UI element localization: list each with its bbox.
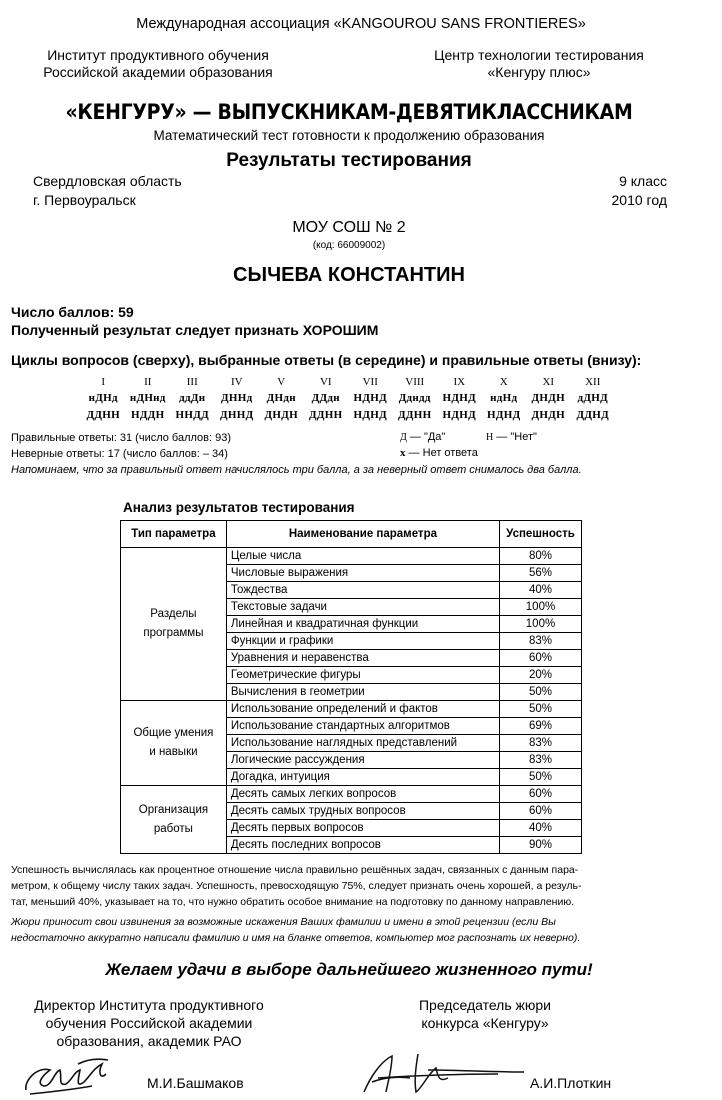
- parameter-success: 60%: [500, 650, 582, 667]
- group-cell-organization: [121, 786, 227, 854]
- parameter-name: Текстовые задачи: [226, 599, 499, 616]
- legend-no-text: — "Нет": [496, 431, 537, 443]
- parameter-name: Логические рассуждения: [226, 752, 499, 769]
- parameter-name: Десять самых трудных вопросов: [226, 803, 499, 820]
- parameter-success: 60%: [500, 786, 582, 803]
- left-signatory-line: образования, академик РАО: [56, 1033, 242, 1049]
- parameter-success: 50%: [500, 701, 582, 718]
- group-cell-program: [121, 548, 227, 701]
- correct-answer: ДДНН: [398, 409, 432, 421]
- correct-answer: ДДНН: [309, 409, 343, 421]
- cycle-label: X: [499, 376, 508, 388]
- parameter-name: Догадка, интуиция: [226, 769, 499, 786]
- cycle-label: V: [277, 376, 286, 388]
- analysis-table: [120, 520, 582, 854]
- chosen-answer: дДНД: [577, 392, 608, 404]
- legend-none: [400, 447, 478, 459]
- correct-answer: НДНД: [353, 409, 387, 421]
- group-label-line2: и навыки: [149, 746, 198, 758]
- closing-wish: Желаем удачи в выборе дальнейшего жизненного пути!: [105, 960, 593, 979]
- jury-note-line: Жюри приносит свои извинения за возможные искажения Ваших фамилии и имени в этой рецензии (если Вы: [11, 916, 556, 928]
- legend-none-text: — Нет ответа: [408, 447, 478, 459]
- association-name: Международная ассоциация «KANGOUROU SANS FRONTIERES»: [136, 16, 586, 32]
- city: г. Первоуральск: [33, 192, 136, 208]
- legend-none-symbol: x: [400, 447, 406, 459]
- parameter-success: 20%: [500, 667, 582, 684]
- results-title: Результаты тестирования: [226, 150, 472, 171]
- chosen-answer: ДНдн: [266, 392, 296, 404]
- correct-answer: ДННД: [220, 409, 254, 421]
- correct-answer: НДНД: [442, 409, 476, 421]
- left-signatory-line: Директор Института продуктивного: [34, 997, 264, 1013]
- answers-heading: Циклы вопросов (сверху), выбранные ответы (в середине) и правильные ответы (внизу):: [11, 352, 642, 368]
- parameter-success: 83%: [500, 633, 582, 650]
- parameter-success: 50%: [500, 769, 582, 786]
- chosen-answer: ДНДН: [531, 392, 565, 404]
- plotkin-signature: [358, 1048, 528, 1096]
- cycle-label: XI: [542, 376, 555, 388]
- parameter-success: 60%: [500, 803, 582, 820]
- correct-answer: ДНДН: [531, 409, 565, 421]
- jury-note-line: недостаточно аккуратно написали фамилию и имя на бланке ответов, компьютер мог распознать их неверно).: [11, 932, 581, 944]
- parameter-name: Десять самых легких вопросов: [226, 786, 499, 803]
- left-organization: [20, 47, 296, 81]
- success-explanation: [11, 862, 671, 910]
- correct-answer: ДДНД: [576, 409, 609, 421]
- right-signatory-line: конкурса «Кенгуру»: [421, 1015, 549, 1031]
- cycle-label: IX: [453, 376, 466, 388]
- right-org-line2: «Кенгуру плюс»: [487, 64, 591, 80]
- scoring-reminder: Напоминаем, что за правильный ответ начислялось три балла, а за неверный ответ снималось два балла.: [11, 464, 582, 476]
- parameter-success: 83%: [500, 752, 582, 769]
- parameter-success: 56%: [500, 565, 582, 582]
- region: Свердловская область: [33, 173, 182, 189]
- column-header-type: Тип параметра: [121, 521, 227, 548]
- right-signatory-title: [380, 996, 590, 1032]
- table-row: [121, 548, 582, 565]
- legend-yes-symbol: Д: [400, 432, 407, 443]
- group-label-line1: Организация: [138, 803, 209, 816]
- parameter-success: 69%: [500, 718, 582, 735]
- chosen-answer: нДНд: [88, 392, 118, 404]
- bashmakov-signature: [20, 1050, 130, 1095]
- cycle-label: XII: [585, 376, 601, 388]
- parameter-name: Геометрические фигуры: [226, 667, 499, 684]
- parameter-success: 80%: [500, 548, 582, 565]
- student-name: СЫЧЕВА КОНСТАНТИН: [233, 264, 465, 286]
- correct-answers-row: [81, 409, 629, 421]
- chosen-answers-row: [81, 392, 629, 404]
- school-name: МОУ СОШ № 2: [292, 219, 406, 236]
- parameter-name: Использование наглядных представлений: [226, 735, 499, 752]
- chosen-answer: нДНнд: [129, 392, 166, 404]
- chosen-answer: НДНД: [353, 392, 387, 404]
- parameter-name: Функции и графики: [226, 633, 499, 650]
- correct-count: Правильные ответы: 31 (число баллов: 93): [11, 432, 232, 444]
- legend-no-symbol: Н: [486, 432, 494, 443]
- left-signatory-name: М.И.Башмаков: [147, 1075, 244, 1091]
- column-header-success: Успешность: [500, 521, 582, 548]
- group-cell-skills: [121, 701, 227, 786]
- parameter-success: 100%: [500, 616, 582, 633]
- right-signatory-line: Председатель жюри: [418, 997, 552, 1013]
- group-label-line2: работы: [153, 822, 193, 835]
- correct-answer: ДДНН: [86, 409, 120, 421]
- cycle-label: IV: [230, 376, 243, 388]
- legend-no: [486, 431, 537, 443]
- correct-answer: НДДН: [131, 409, 165, 421]
- column-header-name: Наименование параметра: [226, 521, 499, 548]
- chosen-answer: Ддндд: [398, 392, 431, 404]
- parameter-success: 100%: [500, 599, 582, 616]
- cycle-numerals: [81, 376, 629, 388]
- parameter-name: Уравнения и неравенства: [226, 650, 499, 667]
- right-org-line1: Центр технологии тестирования: [434, 47, 644, 63]
- left-org-line1: Институт продуктивного обучения: [47, 47, 269, 63]
- cycle-label: VIII: [405, 376, 425, 388]
- chosen-answer: ДДдн: [311, 392, 340, 404]
- parameter-success: 83%: [500, 735, 582, 752]
- wrong-count: Неверные ответы: 17 (число баллов: – 34): [11, 448, 228, 460]
- chosen-answer: ДННд: [221, 392, 253, 404]
- chosen-answer: ддДн: [179, 392, 206, 404]
- legend-yes: [400, 431, 445, 443]
- score-verdict: Полученный результат следует признать ХОРОШИМ: [11, 322, 379, 338]
- success-note-line: метром, к общему числу таких задач. Успешность, превосходящую 75%, следует признать очень хорошей, а резуль-: [11, 880, 582, 892]
- cycle-label: VII: [362, 376, 378, 388]
- parameter-name: Вычисления в геометрии: [226, 684, 499, 701]
- group-label-line1: Общие умения: [133, 727, 214, 739]
- left-signatory-title: [18, 996, 280, 1050]
- parameter-name: Использование определений и фактов: [226, 701, 499, 718]
- table-header-row: [121, 521, 582, 548]
- correct-answer: ДНДН: [264, 409, 298, 421]
- table-row: [121, 701, 582, 718]
- cycle-label: I: [101, 376, 106, 388]
- left-signatory-line: обучения Российской академии: [45, 1015, 253, 1031]
- score-points: Число баллов: 59: [11, 304, 134, 320]
- success-note-line: Успешность вычислялась как процентное отношение числа правильно решённых задач, связанных с данным пара-: [11, 864, 579, 876]
- group-label-line2: программы: [143, 627, 204, 639]
- parameter-success: 50%: [500, 684, 582, 701]
- grade: 9 класс: [619, 173, 667, 189]
- parameter-name: Десять первых вопросов: [226, 820, 499, 837]
- correct-answer: НДНД: [487, 409, 521, 421]
- right-organization: [402, 47, 676, 81]
- parameter-name: Десять последних вопросов: [226, 837, 499, 854]
- group-label-line1: Разделы: [150, 608, 197, 620]
- parameter-name: Тождества: [226, 582, 499, 599]
- cycle-label: II: [144, 376, 152, 388]
- cycle-label: VI: [319, 376, 332, 388]
- parameter-success: 40%: [500, 820, 582, 837]
- parameter-name: Числовые выражения: [226, 565, 499, 582]
- parameter-name: Линейная и квадратичная функции: [226, 616, 499, 633]
- document-subtitle: Математический тест готовности к продолжению образования: [153, 128, 545, 143]
- success-note-line: тат, меньший 40%, указывает на то, что нужно обратить особое внимание на подготовку по данному направлению.: [11, 896, 575, 908]
- chosen-answer: ндНд: [490, 392, 518, 404]
- analysis-title: Анализ результатов тестирования: [123, 500, 355, 515]
- parameter-name: Целые числа: [226, 548, 499, 565]
- right-signatory-name: А.И.Плоткин: [530, 1075, 612, 1091]
- correct-answer: ННДД: [175, 409, 209, 421]
- chosen-answer: НДНД: [442, 392, 476, 404]
- parameter-success: 90%: [500, 837, 582, 854]
- jury-apology: [11, 914, 671, 946]
- school-code: (код: 66009002): [312, 240, 386, 251]
- year: 2010 год: [611, 192, 667, 208]
- table-row: [121, 786, 582, 803]
- document-title: «КЕНГУРУ» — ВЫПУСКНИКАМ-ДЕВЯТИКЛАССНИКАМ: [65, 100, 633, 124]
- parameter-success: 40%: [500, 582, 582, 599]
- left-org-line2: Российской академии образования: [43, 64, 273, 80]
- cycle-label: III: [186, 376, 198, 388]
- legend-yes-text: — "Да": [409, 431, 446, 443]
- parameter-name: Использование стандартных алгоритмов: [226, 718, 499, 735]
